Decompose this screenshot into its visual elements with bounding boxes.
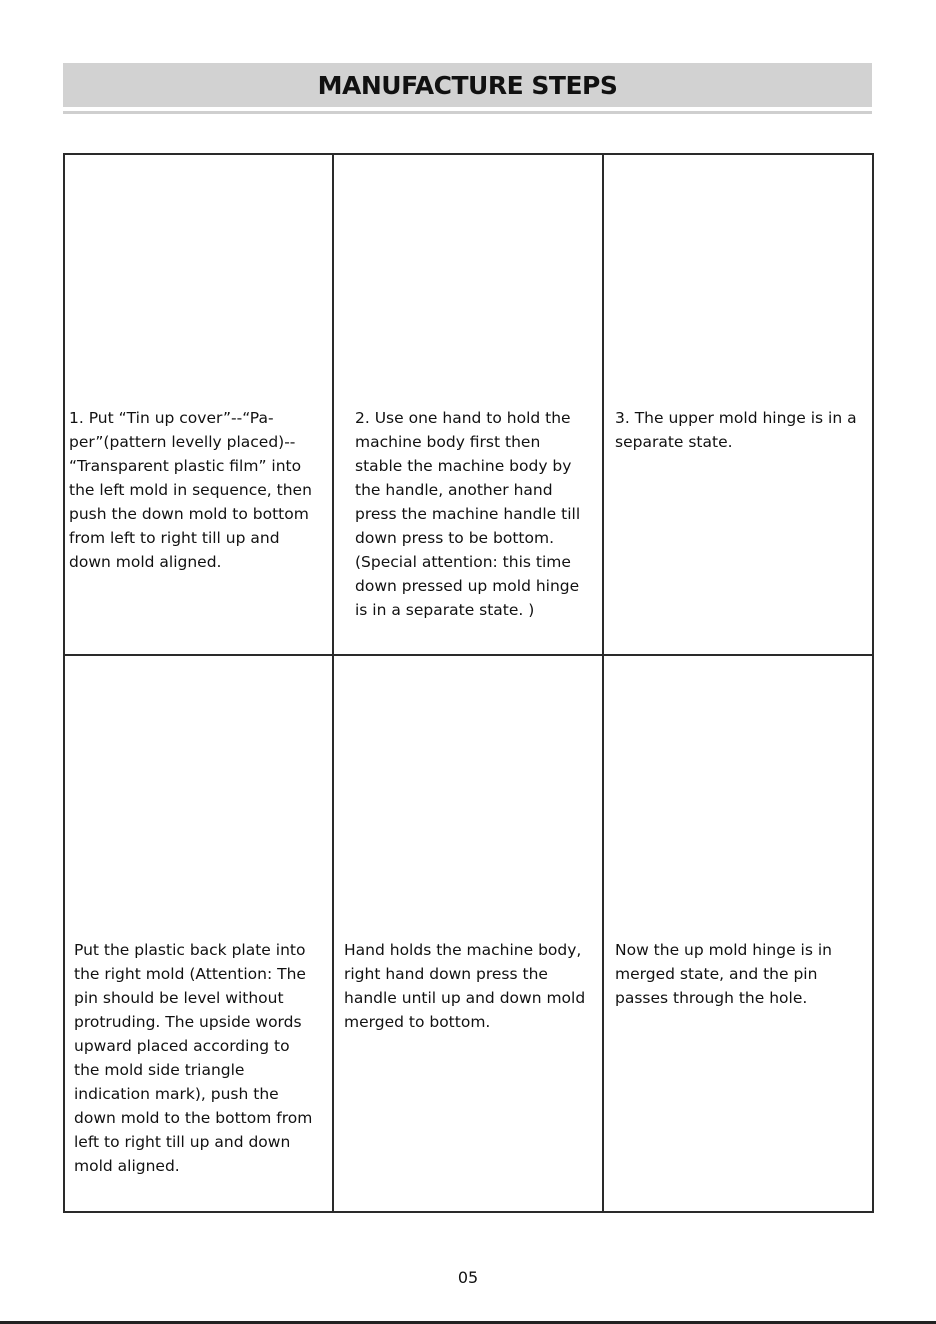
table-border-top [63, 153, 874, 155]
page-title: MANUFACTURE STEPS [317, 70, 618, 100]
step-6-text: Now the up mold hinge is in merged state, and the pin passes through the hole. [615, 941, 832, 1007]
step-1-text: 1. Put “Tin up cover”--“Pa- per”(pattern levelly placed)-- “Transparent plastic film” into the left mold in sequence, then push the down mold to bottom from left to right till up and down mold aligned. [69, 409, 312, 571]
step-2-text: 2. Use one hand to hold the machine body first then stable the machine body by the handle, another hand press the machine handle till down press to be bottom. (Special attention: this time down pressed up mold hinge is in a separate state. ) [355, 409, 581, 619]
table-row-divider [63, 654, 874, 656]
table-border-bottom [63, 1211, 874, 1213]
step-5-text: Hand holds the machine body, right hand down press the handle until up and down mold merged to bottom. [344, 941, 586, 1031]
table-border-right [872, 153, 874, 1213]
steps-table [63, 153, 874, 1213]
table-border-left [63, 153, 65, 1213]
title-banner [63, 63, 872, 107]
step-4-text: Put the plastic back plate into the right mold (Attention: The pin should be level without protruding. The upside words upward placed according to the mold side triangle indication mark), push the down mold to the bottom from left to right till up and down mold aligned. [74, 941, 313, 1175]
page-number: 05 [457, 1268, 479, 1287]
step-3-text: 3. The upper mold hinge is in a separate state. [615, 409, 857, 451]
table-column-divider [332, 153, 334, 1213]
table-column-divider [602, 153, 604, 1213]
title-divider [63, 111, 872, 114]
